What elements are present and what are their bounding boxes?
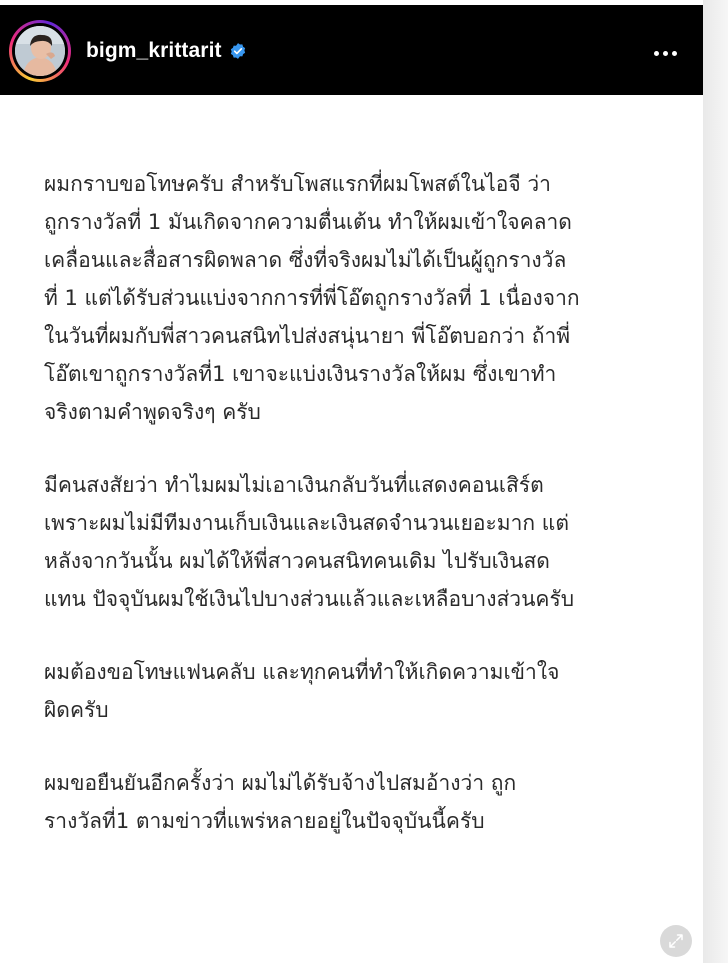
caption-line: เคลื่อนและสื่อสารผิดพลาด ซึ่งที่จริงผมไม่ได้เป็นผู้ถูกรางวัล [44, 248, 567, 272]
caption-line: หลังจากวันนั้น ผมได้ให้พี่สาวคนสนิทคนเดิม ไปรับเงินสด [44, 549, 550, 573]
profile-photo [15, 26, 65, 76]
caption-paragraph [44, 466, 684, 618]
caption-line: จริงตามคำพูดจริงๆ ครับ [44, 400, 261, 424]
caption-line: มีคนสงสัยว่า ทำไมผมไม่เอาเงินกลับวันที่แสดงคอนเสิร์ต [44, 473, 544, 497]
more-options-button[interactable] [645, 41, 685, 65]
post-header [0, 5, 703, 95]
caption-line: แทน ปัจจุบันผมใช้เงินไปบางส่วนแล้วและเหลือบางส่วนครับ [44, 587, 575, 611]
avatar[interactable] [15, 26, 65, 76]
expand-button[interactable] [660, 925, 692, 957]
post-caption [44, 165, 684, 875]
story-ring[interactable] [9, 20, 71, 82]
caption-line: ผิดครับ [44, 698, 109, 722]
caption-line: ผมขอยืนยันอีกครั้งว่า ผมไม่ได้รับจ้างไปสมอ้างว่า ถูก [44, 771, 517, 795]
caption-line: ผมกราบขอโทษครับ สำหรับโพสแรกที่ผมโพสต์ในไอจี ว่า [44, 172, 551, 196]
caption-line: ที่ 1 แต่ได้รับส่วนแบ่งจากการที่พี่โอ๊ตถูกรางวัลที่ 1 เนื่องจาก [44, 286, 580, 310]
caption-paragraph [44, 165, 684, 431]
caption-line: รางวัลที่1 ตามข่าวที่แพร่หลายอยู่ในปัจจุบันนี้ครับ [44, 809, 485, 833]
caption-line: ในวันที่ผมกับพี่สาวคนสนิทไปส่งสนุ่นายา พี่โอ๊ตบอกว่า ถ้าพี่ [44, 324, 571, 348]
caption-line: ถูกรางวัลที่ 1 มันเกิดจากความตื่นเต้น ทำให้ผมเข้าใจคลาด [44, 210, 572, 234]
verified-badge-icon [229, 42, 247, 60]
caption-line: เพราะผมไม่มีทีมงานเก็บเงินและเงินสดจำนวนเยอะมาก แต่ [44, 511, 569, 535]
more-horizontal-icon [654, 51, 659, 56]
caption-line: ผมต้องขอโทษแฟนคลับ และทุกคนที่ทำให้เกิดความเข้าใจ [44, 660, 560, 684]
username-row [86, 37, 247, 65]
caption-line: โอ๊ตเขาถูกรางวัลที่1 เขาจะแบ่งเงินรางวัลให้ผม ซึ่งเขาทำ [44, 362, 557, 386]
username[interactable]: bigm_krittarit [86, 39, 222, 62]
caption-paragraph [44, 653, 684, 729]
page-edge [703, 0, 728, 963]
expand-arrows-icon [667, 932, 685, 950]
caption-paragraph [44, 764, 684, 840]
